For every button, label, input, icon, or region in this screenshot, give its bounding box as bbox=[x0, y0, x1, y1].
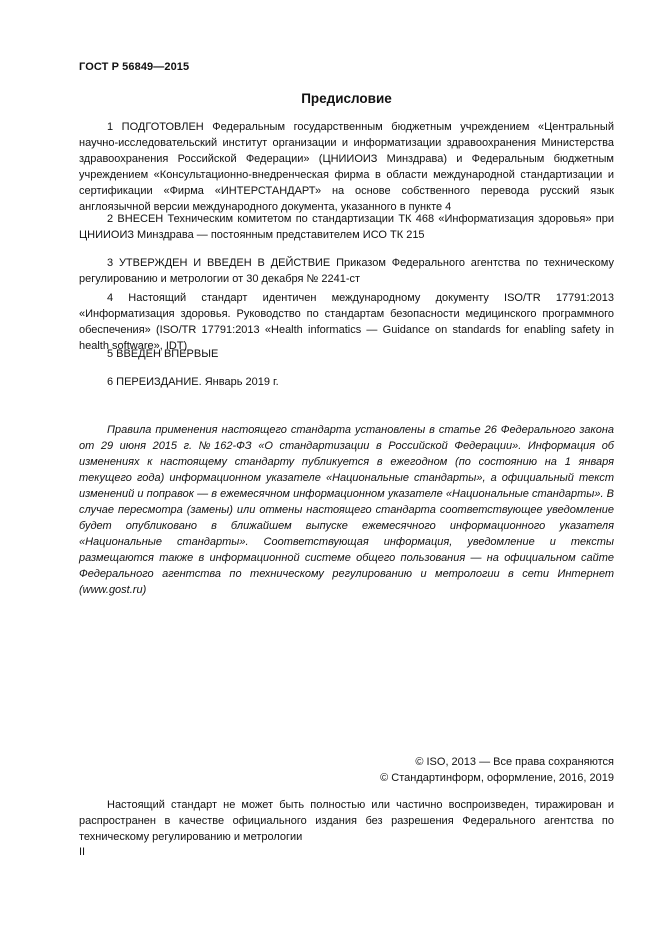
application-rules-notice: Правила применения настоящего стандарта установлены в статье 26 Федерального закона от 29 июня 2015 г. №162-ФЗ «О стандартизации в Российской Федерации». Информация об изменениях к настоящему стандарту публикуется в ежегодном (по состоянию на 1 января текущего года) информационном указателе «Национальные стандарты», а официальный текст изменений и поправок — в ежемесячном информационном указателе «Национальные стандарты». В случае пересмотра (замены) или отмены настоящего стандарта соответствующее уведомление будет опубликовано в ближайшем выпуске ежемесячного информационного указателя «Национальные стандарты». Соответствующая информация, уведомление и тексты размещаются также в информационной системе общего пользования — на официальном сайте Федерального агентства по техническому регулированию и метрологии в сети Интернет (www.gost.ru) bbox=[79, 424, 614, 596]
copyright-standartinform: © Стандартинформ, оформление, 2016, 2019 bbox=[380, 772, 614, 784]
page-title: Предисловие bbox=[301, 91, 392, 106]
paragraph-approved: 3 УТВЕРЖДЕН И ВВЕДЕН В ДЕЙСТВИЕ Приказом Федерального агентства по техническому регулированию и метрологии от 30 декабря № 2241-ст bbox=[79, 257, 614, 285]
copyright-block bbox=[79, 754, 614, 786]
reproduction-rights-notice: Настоящий стандарт не может быть полностью или частично воспроизведен, тиражирован и распространен в качестве официального издания без разрешения Федерального агентства по техническому регулированию и метрологии bbox=[79, 799, 614, 843]
paragraph-prepared-by: 1 ПОДГОТОВЛЕН Федеральным государственным бюджетным учреждением «Центральный научно-исследовательский институт организации и информатизации здравоохранения Министерства здравоохранения Российской Федерации» (ЦНИИОИЗ Минздрава) и Федеральным бюджетным учреждением «Консультационно-внедренческая фирма в области международной стандартизации и сертификации «Фирма «ИНТЕРСТАНДАРТ» на основе собственного перевода русский язык англоязычной версии международного документа, указанного в пункте 4 bbox=[79, 121, 614, 213]
copyright-iso: © ISO, 2013 — Все права сохраняются bbox=[415, 756, 614, 768]
paragraph-reissue: 6 ПЕРЕИЗДАНИЕ. Январь 2019 г. bbox=[107, 376, 279, 388]
paragraph-introduced: 5 ВВЕДЕН ВПЕРВЫЕ bbox=[107, 348, 219, 360]
paragraph-submitted-by: 2 ВНЕСЕН Техническим комитетом по стандартизации ТК 468 «Информатизация здоровья» при ЦНИИОИЗ Минздрава — постоянным представителем ИСО ТК 215 bbox=[79, 213, 614, 241]
standard-code: ГОСТ Р 56849—2015 bbox=[79, 61, 190, 73]
paragraph-identical-to: 4 Настоящий стандарт идентичен международному документу ISO/TR 17791:2013 «Информатизация здоровья. Руководство по стандартам безопасности медицинского программного обеспечения» (ISO/TR 17791:2013 «Health informatics — Guidance on standards for enabling safety in health software», IDT) bbox=[79, 292, 614, 352]
page-number: II bbox=[79, 846, 86, 858]
